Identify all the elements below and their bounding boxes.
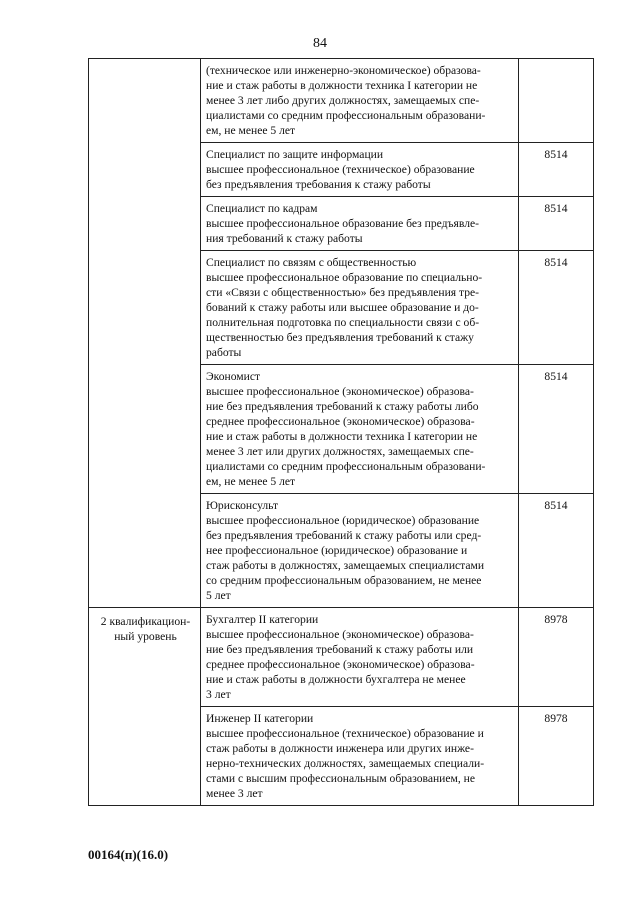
requirement-line: высшее профессиональное (техническое) образование [206,163,475,176]
requirement-line: стами с высшим профессиональным образованием, не [206,772,476,785]
requirement-line: (техническое или инженерно-экономическое) образова- [206,64,481,77]
salary-cell: 8514 [519,251,594,365]
requirement-line: работы [206,346,242,359]
requirement-line: ния требований к стажу работы [206,232,363,245]
position-requirements-cell [201,494,519,608]
requirement-line: 5 лет [206,589,231,602]
salary-cell: 8514 [519,143,594,197]
requirement-line: высшее профессиональное (экономическое) образова- [206,385,474,398]
position-title: Специалист по кадрам [206,202,318,215]
salary-cell: 8514 [519,494,594,608]
qualification-level-cell [89,608,201,806]
requirement-line: менее 3 лет либо других должностях, замещаемых спе- [206,94,480,107]
requirement-line: ние и стаж работы в должности техника I категории не [206,430,478,443]
requirement-line: циалистами со средним профессиональным образовани- [206,460,486,473]
document-code: 00164(п)(16.0) [88,847,169,862]
requirement-line: ние без предъявления требований к стажу работы либо [206,400,479,413]
requirement-line: высшее профессиональное (техническое) образование и [206,727,484,740]
requirement-line: циалистами со средним профессиональным образовани- [206,109,486,122]
requirement-line: менее 3 лет [206,787,263,800]
table-row [89,59,594,143]
position-requirements-cell [201,59,519,143]
position-title: Специалист по защите информации [206,148,384,161]
position-requirements-cell [201,365,519,494]
requirement-line: среднее профессиональное (экономическое) образова- [206,415,475,428]
requirement-line: 3 лет [206,688,231,701]
position-title: Экономист [206,370,261,383]
requirement-line: ние и стаж работы в должности техника I категории не [206,79,478,92]
requirement-line: менее 3 лет или других должностях, замещаемых спе- [206,445,474,458]
position-requirements-cell [201,197,519,251]
salary-cell: 8514 [519,365,594,494]
position-requirements-cell [201,143,519,197]
qualification-table [88,58,594,806]
requirement-line: со средним профессиональным образованием, не менее [206,574,482,587]
requirement-line: среднее профессиональное (экономическое) образова- [206,658,475,671]
position-title: Юрисконсульт [206,499,279,512]
requirement-line: высшее профессиональное образование без предъявле- [206,217,479,230]
position-title: Бухгалтер II категории [206,613,319,626]
requirement-line: стаж работы в должностях, замещаемых специалистами [206,559,485,572]
position-title: Специалист по связям с общественностью [206,256,417,269]
qualification-level-cell [89,59,201,608]
qualification-level-line: 2 квалификацион- [100,615,191,628]
requirement-line: высшее профессиональное (экономическое) образова- [206,628,474,641]
requirement-line: полнительная подготовка по специальности связи с об- [206,316,480,329]
requirement-line: ем, не менее 5 лет [206,124,296,137]
requirement-line: стаж работы в должности инженера или других инже- [206,742,474,755]
position-requirements-cell [201,608,519,707]
requirement-line: высшее профессиональное образование по специально- [206,271,483,284]
table-row [89,608,594,707]
position-requirements-cell [201,707,519,806]
position-title: Инженер II категории [206,712,314,725]
requirement-line: высшее профессиональное (юридическое) образование [206,514,480,527]
salary-cell [519,59,594,143]
salary-cell: 8978 [519,707,594,806]
requirement-line: щественностью без предъявления требований к стажу [206,331,474,344]
page-number: 84 [313,36,327,51]
requirement-line: нее профессиональное (юридическое) образование и [206,544,468,557]
position-requirements-cell [201,251,519,365]
salary-cell: 8978 [519,608,594,707]
salary-cell: 8514 [519,197,594,251]
requirement-line: сти «Связи с общественностью» без предъявления тре- [206,286,480,299]
qualification-level-line: ный уровень [114,630,177,643]
requirement-line: ем, не менее 5 лет [206,475,296,488]
requirement-line: без предъявления требований к стажу работы или сред- [206,529,482,542]
requirement-line: ние без предъявления требований к стажу работы или [206,643,474,656]
requirement-line: без предъявления требования к стажу работы [206,178,431,191]
requirement-line: нерно-технических должностях, замещаемых специали- [206,757,485,770]
requirement-line: ние и стаж работы в должности бухгалтера не менее [206,673,466,686]
requirement-line: бований к стажу работы или высшее образование и до- [206,301,479,314]
